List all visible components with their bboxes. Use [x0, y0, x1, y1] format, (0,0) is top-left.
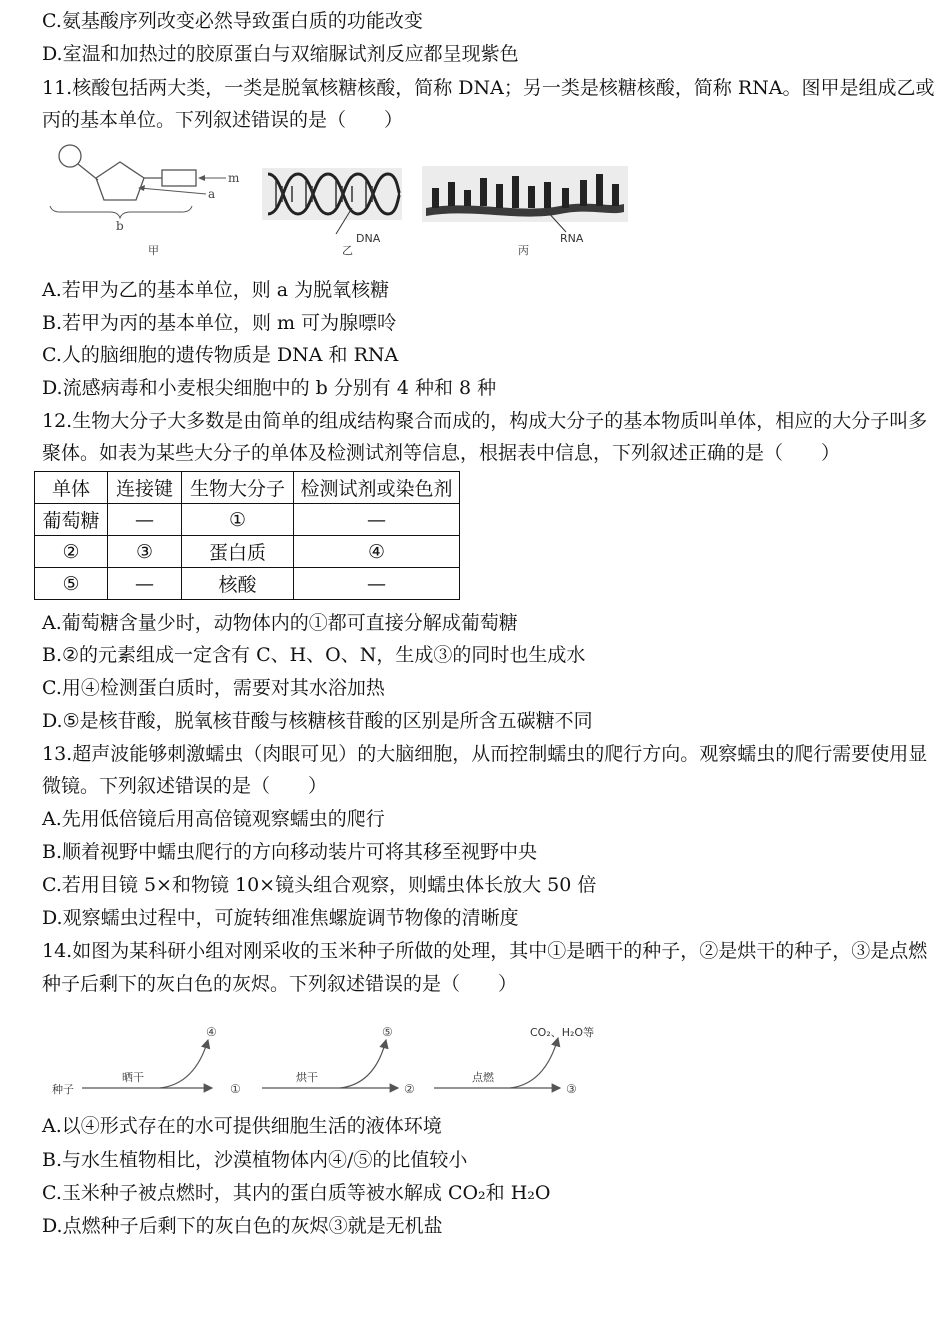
- q11-stem-line2: 丙的基本单位。下列叙述错误的是（ ）: [42, 109, 404, 131]
- label-rna: RNA: [560, 232, 584, 245]
- q11-option-d: D.流感病毒和小麦根尖细胞中的 b 分别有 4 种和 8 种: [42, 377, 497, 399]
- q13-stem-line1: 13.超声波能够刺激蠕虫（肉眼可见）的大脑细胞，从而控制蠕虫的爬行方向。观察蠕虫的爬行需要使用显: [42, 743, 928, 765]
- caption-yi: 乙: [342, 244, 353, 257]
- table-cell: —: [294, 568, 460, 600]
- table-row: [35, 536, 460, 568]
- nucleotide-diagram: [50, 145, 240, 257]
- dna-helix-diagram: [262, 168, 402, 257]
- q14-option-a: A.以④形式存在的水可提供细胞生活的液体环境: [42, 1115, 442, 1137]
- label-dna: DNA: [356, 232, 381, 245]
- table-row: [35, 504, 460, 536]
- table-cell: ⑤: [35, 568, 108, 600]
- q11-option-b: B.若甲为丙的基本单位，则 m 可为腺嘌呤: [42, 312, 397, 334]
- q11-option-a: A.若甲为乙的基本单位，则 a 为脱氧核糖: [42, 279, 390, 301]
- label-c4: ④: [206, 1025, 217, 1039]
- q12-table: [34, 471, 460, 600]
- q12-option-a: A.葡萄糖含量少时，动物体内的①都可直接分解成葡萄糖: [42, 612, 518, 634]
- table-cell: 蛋白质: [182, 536, 294, 568]
- q13-option-d: D.观察蠕虫过程中，可旋转细准焦螺旋调节物像的清晰度: [42, 907, 519, 929]
- table-cell: 葡萄糖: [35, 504, 108, 536]
- q12-stem-line2: 聚体。如表为某些大分子的单体及检测试剂等信息，根据表中信息，下列叙述正确的是（ ）: [42, 442, 841, 464]
- q13-stem-line2: 微镜。下列叙述错误的是（ ）: [42, 775, 328, 797]
- q14-stem-line2: 种子后剩下的灰白色的灰烬。下列叙述错误的是（ ）: [42, 973, 518, 995]
- table-header: 生物大分子: [182, 472, 294, 504]
- q14-seed-processing-diagram: [40, 1018, 640, 1104]
- table-cell: 核酸: [182, 568, 294, 600]
- label-c1: ①: [230, 1082, 241, 1096]
- q11-figure: [40, 138, 640, 266]
- label-c3: ③: [566, 1082, 577, 1096]
- caption-jia: 甲: [148, 244, 159, 257]
- q14-option-b: B.与水生植物相比，沙漠植物体内④/⑤的比值较小: [42, 1149, 468, 1171]
- q11-option-c: C.人的脑细胞的遗传物质是 DNA 和 RNA: [42, 344, 399, 366]
- q14-option-d: D.点燃种子后剩下的灰白色的灰烬③就是无机盐: [42, 1215, 443, 1237]
- q14-option-c: C.玉米种子被点燃时，其内的蛋白质等被水解成 CO₂和 H₂O: [42, 1182, 551, 1204]
- label-sun-dry: 晒干: [122, 1071, 144, 1084]
- label-burn: 点燃: [472, 1071, 494, 1084]
- q14-stem-line1: 14.如图为某科研小组对刚采收的玉米种子所做的处理，其中①是晒干的种子，②是烘干的种子，③是点燃: [42, 940, 928, 962]
- q10-option-d: D.室温和加热过的胶原蛋白与双缩脲试剂反应都呈现紫色: [42, 43, 519, 65]
- table-cell: ①: [182, 504, 294, 536]
- rna-strand-diagram: [422, 166, 628, 257]
- label-oven-dry: 烘干: [296, 1071, 318, 1084]
- table-cell: ④: [294, 536, 460, 568]
- table-cell: —: [108, 504, 182, 536]
- table-cell: ③: [108, 536, 182, 568]
- table-row: [35, 568, 460, 600]
- table-header: 连接键: [108, 472, 182, 504]
- label-c5: ⑤: [382, 1025, 393, 1039]
- q13-option-b: B.顺着视野中蠕虫爬行的方向移动装片可将其移至视野中央: [42, 841, 538, 863]
- caption-bing: 丙: [518, 244, 529, 257]
- q12-option-d: D.⑤是核苷酸，脱氧核苷酸与核糖核苷酸的区别是所含五碳糖不同: [42, 710, 593, 732]
- table-cell: —: [294, 504, 460, 536]
- label-m: m: [228, 171, 240, 185]
- table-header: 检测试剂或染色剂: [294, 472, 460, 504]
- table-cell: ②: [35, 536, 108, 568]
- q11-stem-line1: 11.核酸包括两大类，一类是脱氧核糖核酸，简称 DNA；另一类是核糖核酸，简称 RNA。图甲是组成乙或: [42, 77, 935, 99]
- q10-option-c: C.氨基酸序列改变必然导致蛋白质的功能改变: [42, 10, 423, 32]
- table-header-row: [35, 472, 460, 504]
- q13-option-a: A.先用低倍镜后用高倍镜观察蠕虫的爬行: [42, 808, 385, 830]
- label-seed: 种子: [52, 1083, 74, 1096]
- label-b: b: [116, 219, 124, 233]
- label-a: a: [208, 187, 216, 201]
- label-co2-h2o: CO₂、H₂O等: [530, 1026, 595, 1039]
- q12-option-b: B.②的元素组成一定含有 C、H、O、N，生成③的同时也生成水: [42, 644, 586, 666]
- q12-option-c: C.用④检测蛋白质时，需要对其水浴加热: [42, 677, 385, 699]
- label-c2: ②: [404, 1082, 415, 1096]
- table-header: 单体: [35, 472, 108, 504]
- table-cell: —: [108, 568, 182, 600]
- q13-option-c: C.若用目镜 5×和物镜 10×镜头组合观察，则蠕虫体长放大 50 倍: [42, 874, 597, 896]
- q12-stem-line1: 12.生物大分子大多数是由简单的组成结构聚合而成的，构成大分子的基本物质叫单体，相应的大分子叫多: [42, 410, 928, 432]
